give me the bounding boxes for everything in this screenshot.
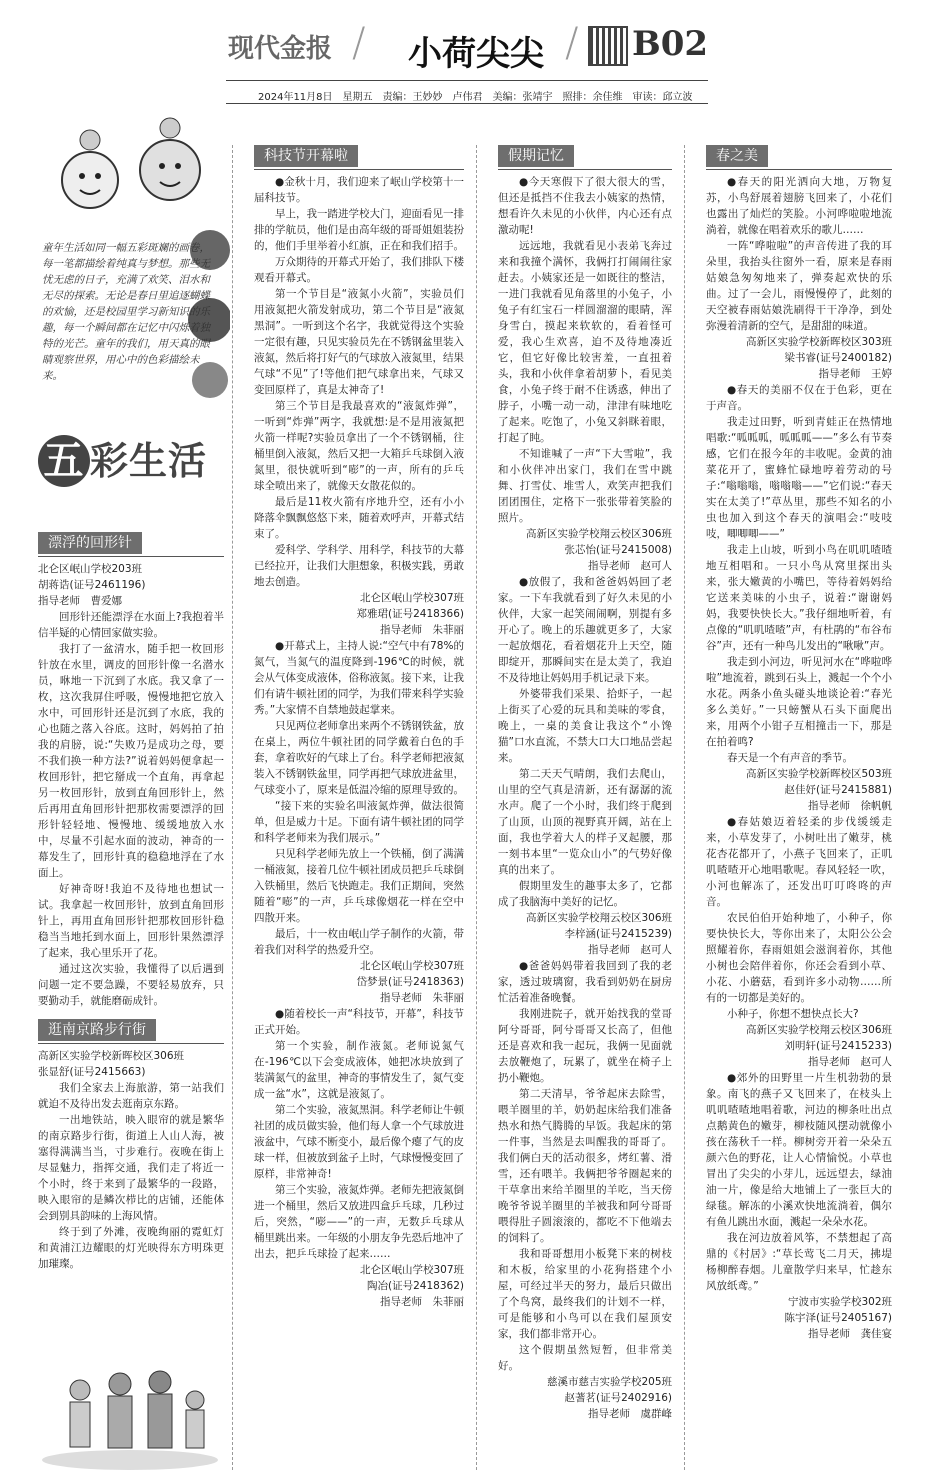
paragraph: 农民伯伯开始种地了，小种子，你要快快长大，等你出来了，太阳公公会照耀着你，春雨姐姐会滋润着你，其他小树也会陪伴着你，你还会看到小草、小花、小蘑菇，看到许多小动物……所有的一切都是美好的。 <box>706 912 892 1004</box>
signature: 指导老师 赵可人 <box>588 944 672 956</box>
header-rule <box>226 103 708 104</box>
signature: 指导老师 朱菲丽 <box>380 992 464 1004</box>
signature: 北仑区岷山学校307班 <box>359 1264 464 1276</box>
paragraph: 一阵“哗啦啦”的声音传进了我的耳朵里，我抬头往窗外一看，原来是春雨姑娘急匆匆地来了，弹奏起欢快的乐曲。过了一会儿，雨慢慢停了，此刻的天空被春雨姑娘洗刷得干干净净，到处弥漫着清新的空气，是甜甜的味道。 <box>706 240 892 332</box>
paragraph: 最后是11枚火箭有序地升空，还有小小降落伞飘飘悠悠下来，随着欢呼声，开幕式结束了。 <box>254 496 464 540</box>
paragraph: 最后，十一枚由岷山学子制作的火箭，带着我们对科学的热爱升空。 <box>254 928 464 956</box>
column-divider <box>476 145 477 1470</box>
paragraph: 我们全家去上海旅游，第一站我们就迫不及待出发去逛南京东路。 <box>38 1082 224 1110</box>
section-title: 假期记忆 <box>498 145 574 167</box>
paragraph: ●郊外的田野里一片生机勃勃的景象。南飞的燕子又飞回来了，在枝头上叽叽喳喳地唱着歌，河边的柳条吐出点点鹅黄色的嫩芽，柳枝随风摆动就像小孩在荡秋千一样。柳树旁开着一朵朵五颜六色的野花，让人心情愉悦。小草也冒出了尖尖的小芽儿，远远望去，绿油油一片，像是给大地铺上了一张巨大的绿毯。解冻的小溪欢快地流淌着，偶尔有鱼儿跳出水面，溅起一朵朵水花。 <box>706 1072 892 1228</box>
paragraph: 我和哥哥想用小板凳下来的树枝和木板，给家里的小花狗搭建个小屋，可经过半天的努力，最后只做出了个鸟窝，最终我们的计划不一样，可是能够和小鸟可以在我们屋顶安家，我们都非常开心。 <box>498 1248 672 1340</box>
signature: 郑雅珺(证号2418366) <box>356 608 464 620</box>
signature: 北仑区岷山学校307班 <box>359 592 464 604</box>
paragraph: 第二天清早，爷爷起床去除雪，喂羊圈里的羊，奶奶起床给我们准备热水和热气腾腾的早饭。我起床的第一件事，当然是去叫醒我的哥哥了。我们俩白天的活动很多，烤红薯、滑雪，还有喂羊。我俩把爷爷圈起来的干草拿出来给羊圈里的羊吃，当天傍晚爷爷说羊圈里的羊被我和阿兮哥哥喂得肚子圆滚滚的，都吃不下他端去的饲料了。 <box>498 1088 672 1244</box>
section-title: 科技节开幕啦 <box>254 145 358 167</box>
signature: 指导老师 龚佳宴 <box>808 1328 892 1340</box>
paragraph: 只见两位老师拿出来两个不锈钢铁盆，放在桌上，两位牛顿社团的同学戴着白色的手套，拿着吹好的气球上了台。科学老师把液氮装入不锈钢铁盆里，同学再把气球放进盆里，气球变小了，原来是低温冷缩的原理导致的。 <box>254 720 464 796</box>
signature: 宁波市实验学校302班 <box>787 1296 892 1308</box>
column-divider <box>232 145 233 1470</box>
paragraph: ●爸爸妈妈带着我回到了我的老家，透过玻璃窗，我看到奶奶在厨房忙活着准备晚餐。 <box>498 960 672 1004</box>
paragraph: ●今天寒假下了很大很大的雪，但还是抵挡不住我去小姨家的热情，想看许久未见的小伙伴，内心还有点激动呢! <box>498 176 672 236</box>
intro-text: 童年生活如同一幅五彩斑斓的画卷，每一笔都描绘着纯真与梦想。那些无忧无虑的日子，充满了欢笑、泪水和无尽的探索。无论是春日里追逐蝴蝶的欢愉，还是校园里学习新知识的乐趣，每一个瞬间都在记忆中闪烁着独特的光芒。童年的我们，用天真的眼睛观察世界，用心中的色彩描绘未来。 <box>42 242 210 382</box>
signature: 指导老师 徐帆帆 <box>808 800 892 812</box>
signature: 岱梦景(证号2418363) <box>356 976 464 988</box>
brand-name: 现代金报 <box>228 34 333 64</box>
page-number: B02 <box>632 24 709 64</box>
paragraph: 第三个节目是我最喜欢的“液氮炸弹”，一听到“炸弹”两字，我就想:是不是用液氮把火箭一样呢?实验员拿出了一个不锈钢桶，往桶里倒入液氮，然后又把一大箱乒乓球倒入液氮里，很快就听到“嘭”的一声，所有的乒乓球全喷出来了，就像天女散花似的。 <box>254 400 464 492</box>
signature: 赵佳妤(证号2415881) <box>784 784 892 796</box>
paragraph: 小种子，你想不想快点长大? <box>727 1008 859 1020</box>
author-line: 胡蒋诰(证号2461196) <box>38 579 146 591</box>
header-slash: / <box>565 20 579 66</box>
section-title: 漂浮的回形针 <box>38 532 142 554</box>
column-banner <box>38 430 207 487</box>
signature: 刘明轩(证号2415233) <box>784 1040 892 1052</box>
author-line: 指导老师 曹爱娜 <box>38 595 122 607</box>
column-1 <box>38 532 224 1272</box>
signature: 北仑区岷山学校307班 <box>359 960 464 972</box>
paragraph: 不知谁喊了一声“下大雪啦”，我和小伙伴冲出家门，我们在雪中跳舞、打雪仗、堆雪人，欢笑声把我们团团围住，定格下一张张带着笑脸的照片。 <box>498 448 672 524</box>
signature: 梁书睿(证号2400182) <box>784 352 892 364</box>
paragraph: 第三个实验，液氮炸弹。老师先把液氮倒进一个桶里，然后又放进四盒乒乓球，几秒过后，突然，“嘭——”的一声，无数乒乓球从桶里跳出来。一年级的小朋友争先恐后地冲了出去，把乒乓球捡了起来…… <box>254 1184 464 1260</box>
paragraph: 一出地铁站，映入眼帘的就是繁华的南京路步行街，街道上人山人海，被塞得满满当当，寸步难行。夜晚在街上尽显魅力，指挥交通，我们走了将近一个小时，终于来到了最繁华的一段路，映入眼帘的是鳞次栉比的店铺，还能体会到别具韵味的上海风情。 <box>38 1114 224 1222</box>
signature: 陶冶(证号2418362) <box>367 1280 464 1292</box>
paragraph: ●春天的阳光洒向大地，万物复苏，小鸟舒展着翅膀飞回来了，小花们也露出了灿烂的笑脸。小河哗啦啦地流淌着，就像在唱着欢乐的歌儿…… <box>706 176 892 236</box>
header-meta: 2024年11月8日 星期五 责编：王妙妙 卢伟君 美编：张靖宇 照排：余佳维 审读：邱立波 <box>258 92 693 103</box>
section-title: 春之美 <box>706 145 768 167</box>
paragraph: 回形针还能漂浮在水面上?我抱着半信半疑的心情回家做实验。 <box>38 611 224 639</box>
paragraph: 我在河边放着风筝，不禁想起了高鼎的《村居》:“草长莺飞二月天，拂堤杨柳醉春烟。儿童散学归来早，忙趁东风放纸鸢。” <box>706 1232 892 1292</box>
signature: 高新区实验学校翔云校区306班 <box>525 528 672 540</box>
paragraph: 第二天天气晴朗，我们去爬山，山里的空气真是清新，还有潺潺的流水声。爬了一个小时，我们终于爬到了山顶，山顶的视野真开阔，站在上面，我也学着大人的样子叉起腰，那一刻书本里“一览众山小”的气势好像真的出来了。 <box>498 768 672 876</box>
author-line: 北仑区岷山学校203班 <box>38 563 143 575</box>
paragraph: “接下来的实验名叫液氮炸弹，做法很简单，但是威力十足。下面有请牛顿社团的同学和科学老师来为我们展示。” <box>254 800 464 844</box>
signature: 指导老师 王婷 <box>818 368 892 380</box>
paragraph: 第一个实验，制作液氮。老师说氮气在-196℃以下会变成液体，她把冰块放到了装满氮气的盆里，神奇的事情发生了，氮气变成一盆“水”，这就是液氮了。 <box>254 1040 464 1100</box>
paragraph: 我走过田野，听到青蛙正在热情地唱歌:“呱呱呱，呱呱呱——”多么有节奏感，它们在报今年的丰收呢。金黄的油菜花开了，蜜蜂忙碌地哼着劳动的号子:“嗡嗡嗡，嗡嗡嗡——”它们说:“春天实在太美了!”草丛里，那些不知名的小虫也加入到这个春天的演唱会:“吱吱吱，唧唧唧——” <box>706 416 892 540</box>
paragraph: 终于到了外滩，夜晚绚丽的霓虹灯和黄浦江边耀眼的灯光映得东方明珠更加璀璨。 <box>38 1226 224 1270</box>
signature: 指导老师 朱菲丽 <box>380 1296 464 1308</box>
section-title: 逛南京路步行街 <box>38 1019 156 1041</box>
paragraph: 假期里发生的趣事太多了，它都成了我脑海中美好的记忆。 <box>498 880 672 908</box>
signature: 指导老师 朱菲丽 <box>380 624 464 636</box>
header-rule <box>226 80 708 81</box>
column-4 <box>706 145 892 1342</box>
paragraph: 第一个节目是“液氮小火箭”，实验员们用液氮把火箭发射成功，第二个节目是“液氮黑洞”。一听到这个名字，我就觉得这个实验一定很有趣，只见实验员先在不锈钢盆里装入液氮，然后将打好气的气球放入液氮里，结果气球“不见”了!等他们把气球拿出来，气球又变回原样了，真是太神奇了! <box>254 288 464 396</box>
paragraph: ●金秋十月，我们迎来了岷山学校第十一届科技节。 <box>254 176 464 204</box>
signature: 高新区实验学校翔云校区306班 <box>745 1024 892 1036</box>
author-line: 高新区实验学校新晖校区306班 <box>38 1050 185 1062</box>
signature: 指导老师 赵可人 <box>588 560 672 572</box>
paragraph: ●春天的美丽不仅在于色彩，更在于声音。 <box>706 384 892 412</box>
paragraph: ●春姑娘迈着轻柔的步伐缓缓走来，小草发芽了，小树吐出了嫩芽，桃花杏花都开了，小燕子飞回来了，正叽叽喳喳开心地唱歌呢。春风轻轻一吹，小河也解冻了，还发出叮叮咚咚的声音。 <box>706 816 892 908</box>
paragraph: 通过这次实验，我懂得了以后遇到问题一定不要急躁，不要轻易放弃，只要勤动手，就能磨砺成针。 <box>38 963 224 1007</box>
signature: 指导老师 赵可人 <box>808 1056 892 1068</box>
column-banner-rest: 彩生活 <box>90 438 208 483</box>
qr-code-icon <box>588 26 628 66</box>
family-illustration <box>40 1360 220 1470</box>
paragraph: 我打了一盆清水，随手把一枚回形针放在水里，调皮的回形针像一名潜水员，咻地一下沉到了水底。我又拿了一枚，这次我屏住呼吸，慢慢地把它放入水中，可回形针还是沉到了水底，我的心也随之落入谷底。这时，妈妈拍了拍我的肩膀，说:“失败乃是成功之母，要不我们换一种方法?”说着妈妈便拿起一枚回形针，把它掰成一个直角，再拿起另一枚回形针，放到直角回形针上，然后再用直角回形针把那枚需要漂浮的回形针轻轻地、慢慢地、缓缓地放入水中，尽量不引起水面的波动，神奇的一幕发生了，回形针真的稳稳地浮在了水面上。 <box>38 643 224 879</box>
paragraph: ●随着校长一声“科技节，开幕”，科技节正式开始。 <box>254 1008 464 1036</box>
paragraph: 春天是一个有声音的季节。 <box>727 752 853 764</box>
paragraph: 远远地，我就看见小表弟飞奔过来和我撞个满怀，我俩打打闹闹往家赶去。小姨家还是一如既往的整洁，一进门我就看见角落里的小兔子，小兔子有红宝石一样圆溜溜的眼睛，浑身雪白，摸起来软软的，看着怪可爱，我心生欢喜，迫不及待地凑近它，但它好像比较害羞，一直扭着头，我和小伙伴拿着胡萝卜，看见美食，小兔子终于耐不住诱惑，伸出了脖子，小嘴一动一动，津津有味地吃了起来。吃饱了，小兔又斜眯着眼，打起了盹。 <box>498 240 672 444</box>
header-slash: / <box>352 20 366 66</box>
column-banner-first-char: 五 <box>38 435 90 487</box>
column-3 <box>498 145 672 1422</box>
paragraph: 只见科学老师先放上一个铁桶，倒了满满一桶液氮，接着几位牛顿社团成员把乒乓球倒入铁桶里，然后飞快跑走。我们正期间，突然随着“嘭”的一声，乒乓球像烟花一样在空中四散开来。 <box>254 848 464 924</box>
column-2 <box>254 145 464 1310</box>
paragraph: 爱科学、学科学、用科学，科技节的大幕已经拉开，让我们大胆想象，积极实践，勇敢地去创造。 <box>254 544 464 588</box>
author-line: 张显舒(证号2415663) <box>38 1066 146 1078</box>
paragraph: 这个假期虽然短暂，但非常美好。 <box>498 1344 672 1372</box>
paragraph: ●开幕式上，主持人说:“空气中有78%的氮气，当氮气的温度降到-196℃的时候，就会从气体变成液体，俗称液氮。接下来，让我们有请牛顿社团的同学，为我们带来科学实验秀。”大家情不自禁地鼓起掌来。 <box>254 640 464 716</box>
signature: 李梓涵(证号2415239) <box>564 928 672 940</box>
signature: 高新区实验学校翔云校区306班 <box>525 912 672 924</box>
column-divider <box>684 145 685 1470</box>
signature: 张芯怡(证号2415008) <box>564 544 672 556</box>
paragraph: 我刚进院子，就开始找我的堂哥阿兮哥哥，阿兮哥哥又长高了，但他还是喜欢和我一起玩，我俩一见面就去放鞭炮了，玩累了，就坐在椅子上扔小鞭炮。 <box>498 1008 672 1084</box>
paragraph: 外婆带我们采果、拾虾子，一起上街买了心爱的玩具和美味的零食，晚上，一桌的美食让我这个“小馋猫”口水直流，不禁大口大口地品尝起来。 <box>498 688 672 764</box>
signature: 高新区实验学校新晖校区503班 <box>745 768 892 780</box>
paragraph: 万众期待的开幕式开始了，我们排队下楼观看开幕式。 <box>254 256 464 284</box>
paragraph: 我走上山坡，听到小鸟在叽叽喳喳地互相唱和。一只小鸟从窝里探出头来，张大嫩黄的小嘴巴，等待着妈妈给它送来美味的小虫子，说着:“谢谢妈妈，我要快快长大。”我仔细地听着，有点像的“叽叽喳喳”声，有杜鹃的“布谷布谷”声，还有一种鸟儿发出的“啾啾”声。 <box>706 544 892 652</box>
page-title: 小荷尖尖 <box>408 34 544 74</box>
paragraph: 第二个实验，液氮黑洞。科学老师让牛顿社团的成员做实验，他们每人拿一个气球放进液盆中，气球不断变小，最后像个瘪了气的皮球一样，但被放到盆子上时，气球慢慢变回了原样，非常神奇! <box>254 1104 464 1180</box>
paragraph: ●放假了，我和爸爸妈妈回了老家。一下车我就看到了好久未见的小伙伴，大家一起笑闹闹啊，别提有多开心了。晚上的乐趣就更多了，大家一起放烟花，看着烟花升上天空，随即绽开，那瞬间实在是太美了，我迫不及待地让妈妈用手机记录下来。 <box>498 576 672 684</box>
paragraph: 好神奇呀!我迫不及待地也想试一试。我拿起一枚回形针，放到直角回形针上，再用直角回形针把那枚回形针稳稳当当地托到水面上，回形针果然漂浮了起来，我心里乐开了花。 <box>38 883 224 959</box>
paragraph: 早上，我一踏进学校大门，迎面看见一排排的学航员，他们是由高年级的哥哥姐姐装扮的，他们手里举着小红旗，正在和我们招手。 <box>254 208 464 252</box>
signature: 慈溪市慈吉实验学校205班 <box>546 1376 672 1388</box>
signature: 高新区实验学校新晖校区303班 <box>745 336 892 348</box>
signature: 陈宇泽(证号2405167) <box>784 1312 892 1324</box>
signature: 赵蓍茗(证号2402916) <box>564 1392 672 1404</box>
paragraph: 我走到小河边，听见河水在“哗啦哗啦”地流着，跳到石头上，溅起一个个小水花。两条小鱼头碰头地谈论着:“春光多么美好。”一只螃蟹从石头下面爬出来，用两个小钳子互相撞击一下，那是在拍着鸣? <box>706 656 892 748</box>
signature: 指导老师 虞群峰 <box>588 1408 672 1420</box>
